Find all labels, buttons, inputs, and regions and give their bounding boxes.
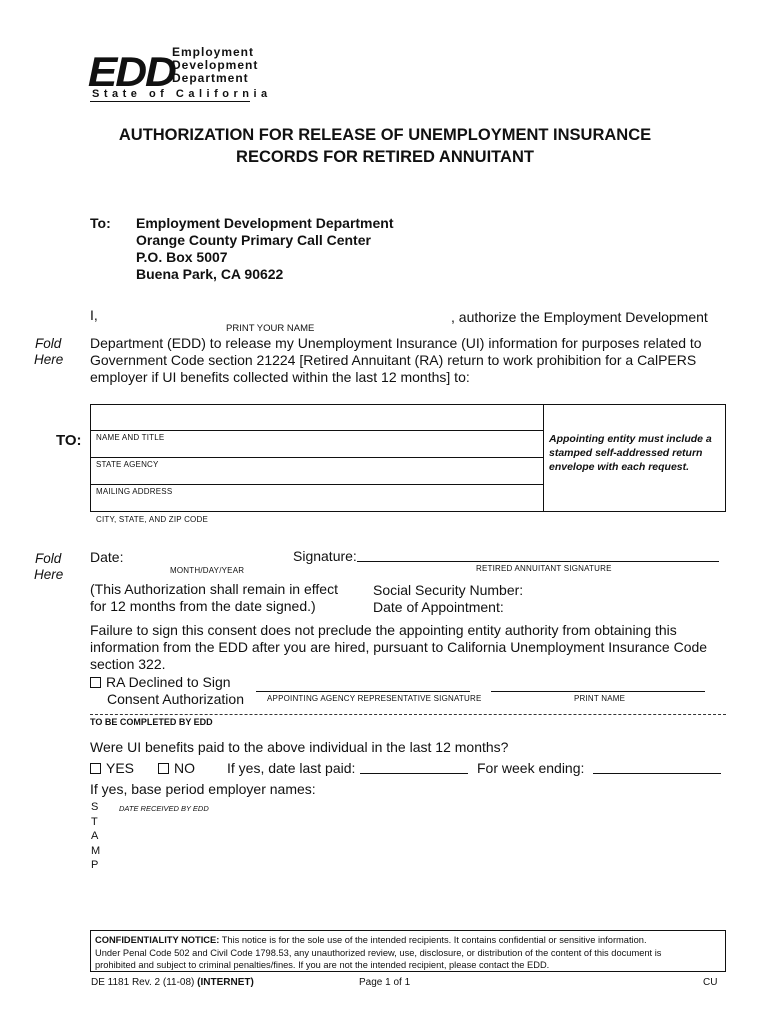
agency-signature-caption: APPOINTING AGENCY REPRESENTATIVE SIGNATURE <box>267 694 482 703</box>
name-title-field[interactable] <box>91 431 543 457</box>
stamp-letter-s: S <box>91 801 99 813</box>
edd-logo-mark: EDD <box>87 48 175 95</box>
date-label: Date: <box>90 549 124 565</box>
yes-label: YES <box>106 760 135 776</box>
agency-signature-line <box>256 691 470 692</box>
date-field[interactable] <box>128 546 278 564</box>
logo-underline <box>90 101 250 102</box>
employer-names-label: If yes, base period employer names: <box>90 781 316 797</box>
mailing-address-field[interactable] <box>91 485 543 511</box>
ra-consent-label: Consent Authorization <box>107 691 244 707</box>
failure-line1: Failure to sign this consent does not preclude the appointing entity authority from obtaining this <box>90 622 677 638</box>
stamp-letter-p: P <box>91 859 99 871</box>
remain-line1: (This Authorization shall remain in effect <box>90 581 338 597</box>
signature-label: Signature: <box>293 548 357 564</box>
form-code: CU <box>703 977 718 988</box>
print-name-caption: PRINT YOUR NAME <box>226 323 315 334</box>
stamp-letter-m: M <box>91 844 101 857</box>
print-name-line <box>491 691 705 692</box>
ra-declined-checkbox[interactable] <box>90 677 101 688</box>
edd-section-header: TO BE COMPLETED BY EDD <box>90 717 213 727</box>
state-agency-field[interactable] <box>91 458 543 484</box>
stamp-letter-t: T <box>91 815 98 828</box>
name-title-caption: NAME AND TITLE <box>96 433 165 442</box>
date-caption: MONTH/DAY/YEAR <box>170 566 245 575</box>
to-line2: Orange County Primary Call Center <box>136 232 371 248</box>
state-agency-caption: STATE AGENCY <box>96 460 159 469</box>
no-option <box>158 759 195 777</box>
city-state-zip-caption: CITY, STATE, AND ZIP CODE <box>96 515 208 524</box>
form-id <box>91 977 254 988</box>
auth-body-line2: Government Code section 21224 [Retired Annuitant (RA) return to work prohibition for a CalPERS <box>90 352 697 368</box>
recipient-to-label: TO: <box>56 432 82 449</box>
envelope-note: Appointing entity must include a stamped self-addressed return envelope with each request. <box>549 433 712 473</box>
failure-line2: information from the EDD after you are hired, pursuant to California Unemployment Insurance Code <box>90 639 708 655</box>
stamp-vertical-label <box>91 800 103 873</box>
no-label: NO <box>174 760 195 776</box>
no-checkbox[interactable] <box>158 763 169 774</box>
print-name-field[interactable] <box>102 304 446 322</box>
logo-development: Development <box>172 58 259 72</box>
fold-here-top-2: Here <box>34 352 64 367</box>
signature-line <box>357 561 719 562</box>
logo-state: State of California <box>92 88 272 100</box>
recipient-divider-vertical <box>543 404 544 512</box>
authorize-text: , authorize the Employment Development <box>451 309 708 325</box>
signature-field[interactable] <box>357 545 719 561</box>
ssn-field[interactable] <box>524 579 720 596</box>
ssn-label: Social Security Number: <box>373 582 524 598</box>
recipient-blank-field[interactable] <box>91 405 543 430</box>
date-last-paid-label: If yes, date last paid: <box>227 760 356 776</box>
appointment-label: Date of Appointment: <box>373 599 504 615</box>
agency-signature-field[interactable] <box>256 676 470 691</box>
form-title-line2: RECORDS FOR RETIRED ANNUITANT <box>236 148 534 166</box>
remain-line2: for 12 months from the date signed.) <box>90 598 316 614</box>
auth-body-line1: Department (EDD) to release my Unemployment Insurance (UI) information for purposes related to <box>90 335 702 351</box>
appointment-field[interactable] <box>506 597 720 614</box>
signature-caption: RETIRED ANNUITANT SIGNATURE <box>476 564 612 573</box>
week-ending-field[interactable] <box>593 757 721 773</box>
ra-declined-row <box>90 673 231 691</box>
notice-text1: This notice is for the sole use of the intended recipients. It contains confidential or sensitive information. <box>221 935 647 945</box>
confidentiality-notice <box>90 930 726 972</box>
notice-label: CONFIDENTIALITY NOTICE: <box>95 935 220 945</box>
to-line4: Buena Park, CA 90622 <box>136 266 284 282</box>
notice-line2: Under Penal Code 502 and Civil Code 1798.53, any unauthorized review, use, disclosure, or distribution of the content of this document is <box>95 947 662 958</box>
rep-print-name-field[interactable] <box>491 676 705 691</box>
form-title-line1: AUTHORIZATION FOR RELEASE OF UNEMPLOYMENT INSURANCE <box>118 126 652 144</box>
logo-department: Department <box>172 71 249 85</box>
yes-checkbox[interactable] <box>90 763 101 774</box>
to-label: To: <box>90 215 111 231</box>
rep-print-name-caption: PRINT NAME <box>574 694 626 703</box>
i-label: I, <box>90 307 98 323</box>
logo-employment: Employment <box>172 45 255 59</box>
ra-declined-label: RA Declined to Sign <box>106 674 231 690</box>
date-received-caption: DATE RECEIVED BY EDD <box>119 804 209 813</box>
week-ending-line <box>593 773 721 774</box>
date-last-paid-line <box>360 773 468 774</box>
auth-body-line3: employer if UI benefits collected within the last 12 months] to: <box>90 369 470 385</box>
fold-here-bottom-1: Fold <box>35 551 62 566</box>
fold-here-top-1: Fold <box>35 336 62 351</box>
mailing-address-caption: MAILING ADDRESS <box>96 487 173 496</box>
edd-section-separator <box>90 714 726 715</box>
form-id-number: DE 1181 Rev. 2 (11-08) <box>91 977 195 988</box>
notice-line3: prohibited and subject to criminal penalties/fines. If you are not the intended recipient, please contact the EDD. <box>95 960 550 970</box>
benefits-question: Were UI benefits paid to the above individual in the last 12 months? <box>90 739 509 755</box>
yes-option <box>90 759 134 777</box>
page-number: Page 1 of 1 <box>359 977 411 988</box>
date-last-paid-field[interactable] <box>360 757 468 773</box>
fold-here-bottom-2: Here <box>34 567 64 582</box>
to-line3: P.O. Box 5007 <box>136 249 228 265</box>
failure-line3: section 322. <box>90 656 166 672</box>
stamp-letter-a: A <box>91 830 99 842</box>
notice-line1 <box>95 934 721 947</box>
to-line1: Employment Development Department <box>136 215 394 231</box>
week-ending-label: For week ending: <box>477 760 585 776</box>
form-channel: (INTERNET) <box>197 977 254 988</box>
